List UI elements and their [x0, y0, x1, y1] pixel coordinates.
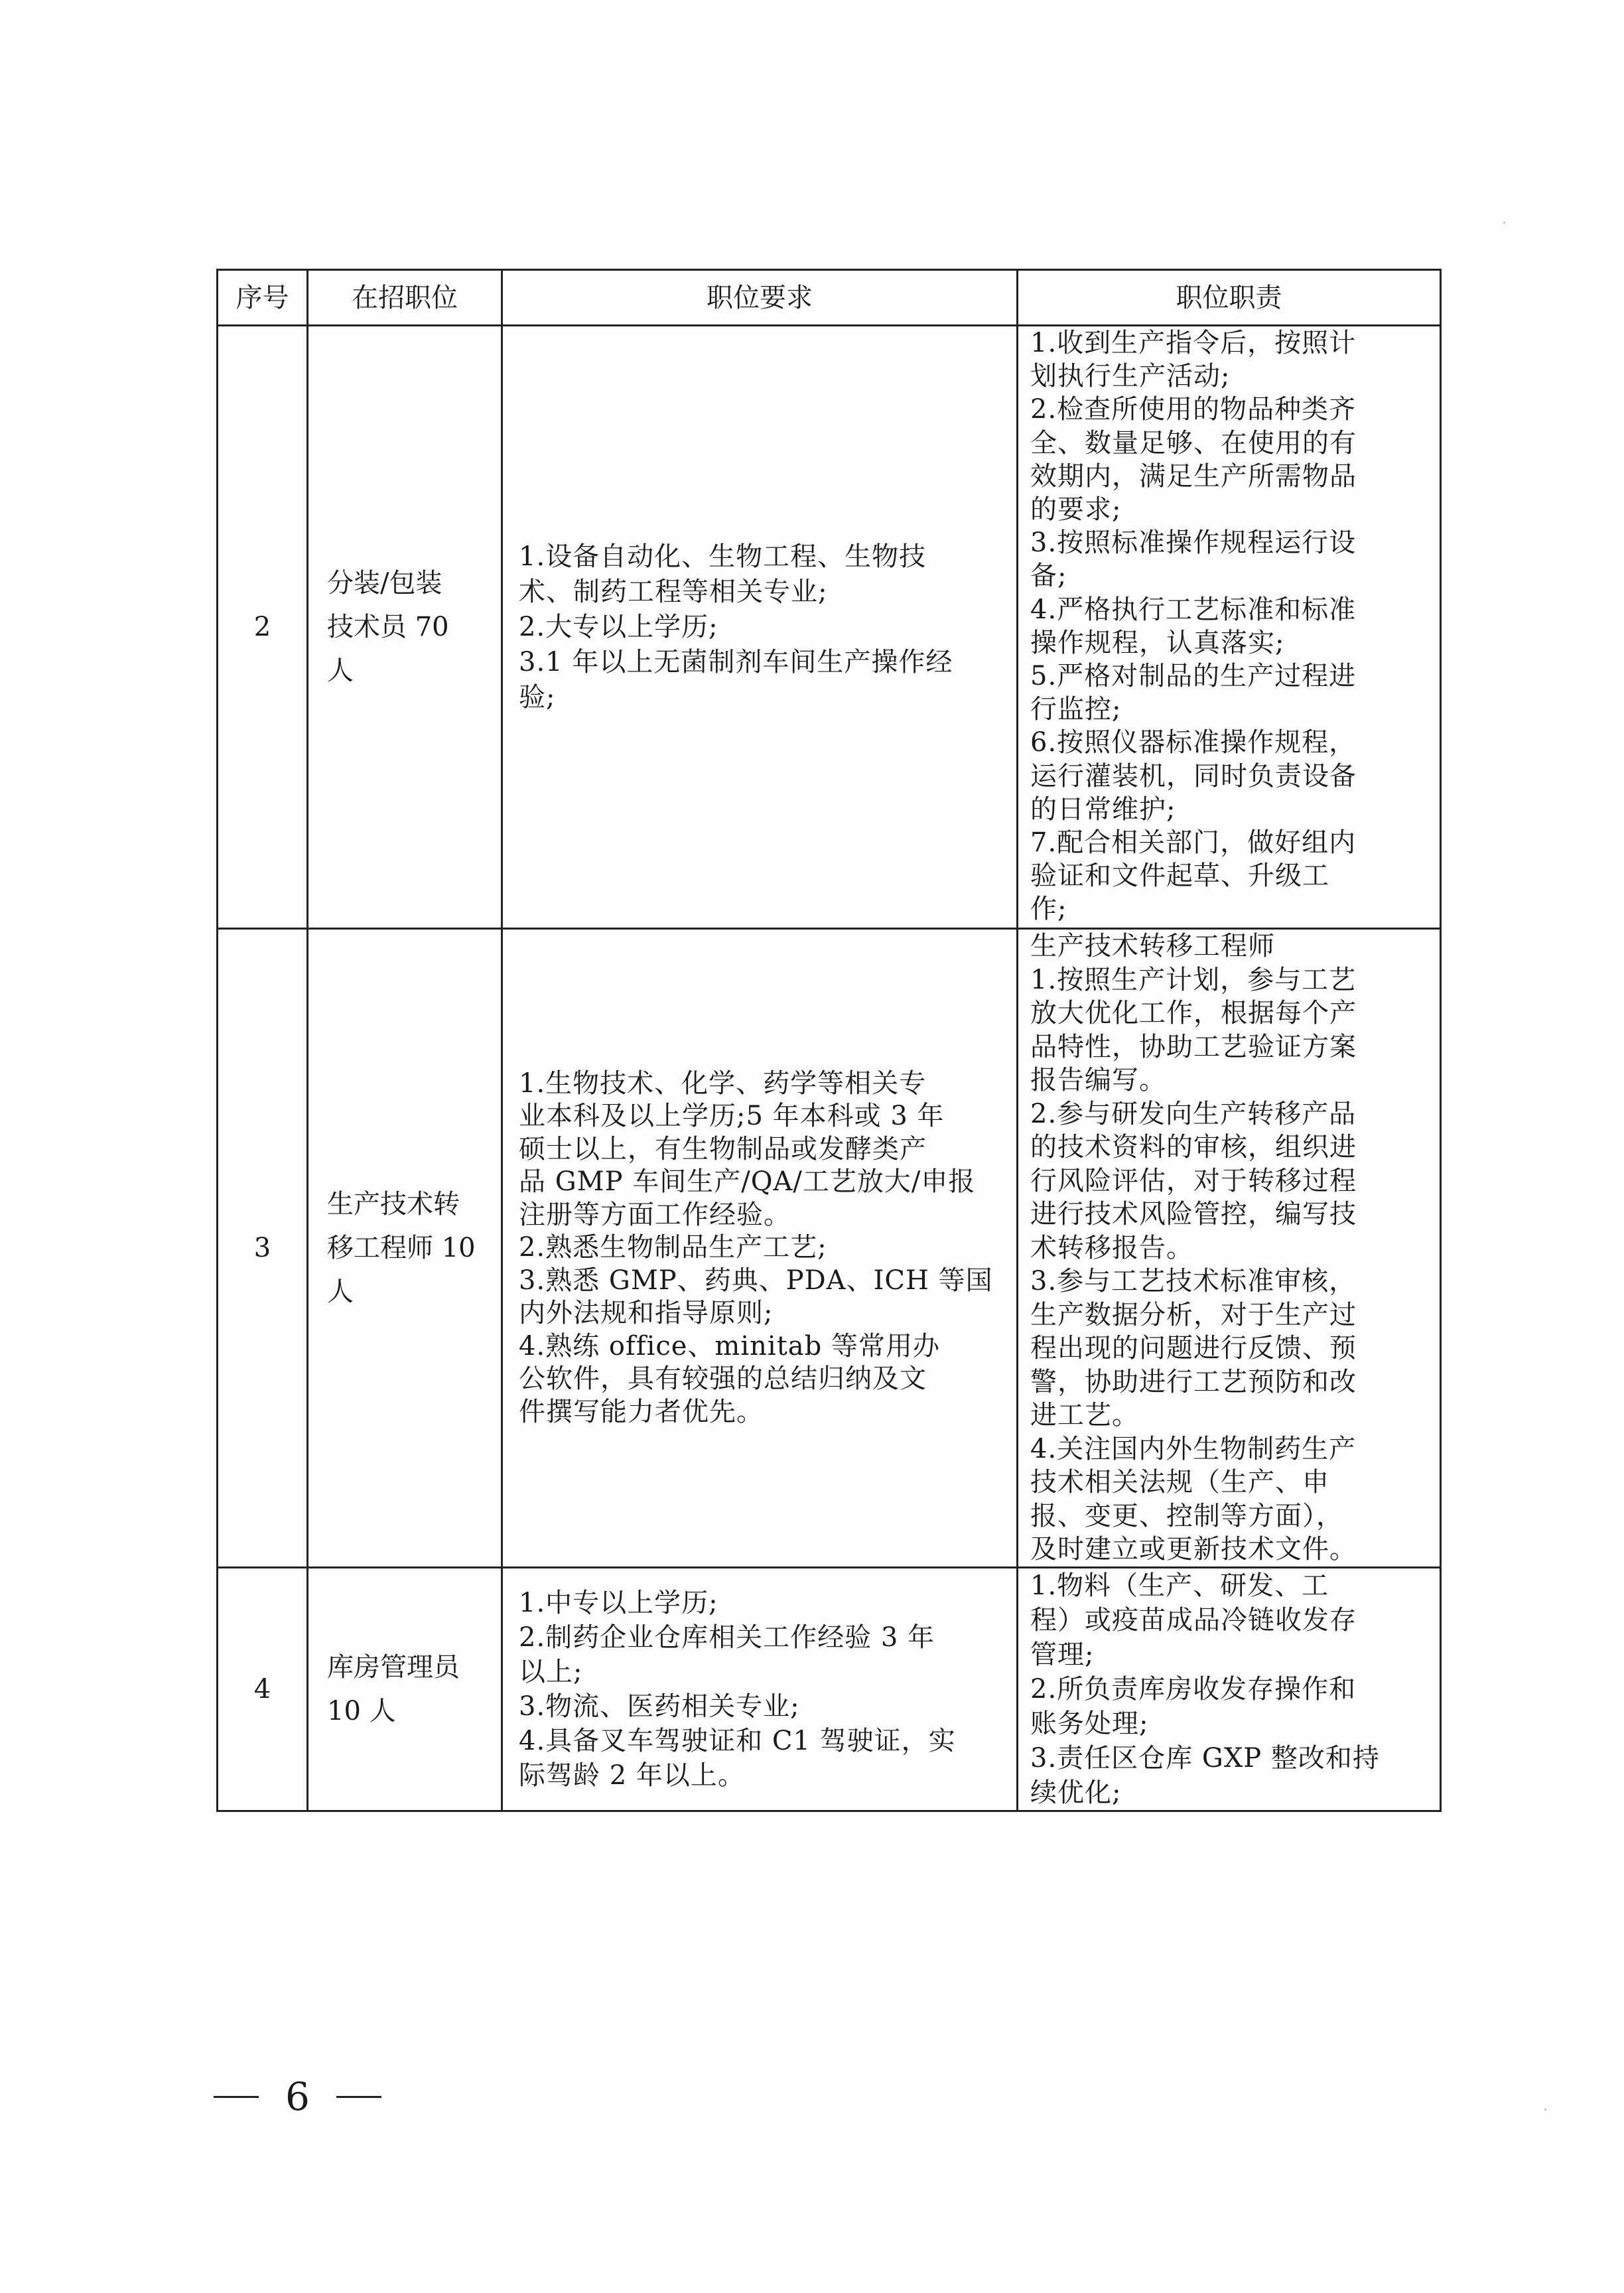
duty-line: 生产技术转移工程师	[1030, 931, 1275, 961]
duty-line: 警，协助进行工艺预防和改	[1030, 1366, 1357, 1397]
header-position: 在招职位	[308, 270, 502, 326]
requirement-line: 注册等方面工作经验。	[519, 1199, 791, 1230]
requirement-line: 硕士以上，有生物制品或发酵类产	[519, 1133, 927, 1164]
footer-dash-left	[214, 2096, 259, 2098]
duty-line: 3.责任区仓库 GXP 整改和持	[1030, 1742, 1380, 1773]
duty-line: 3.参与工艺技术标准审核，	[1030, 1266, 1357, 1296]
requirement-line: 3.熟悉 GMP、药典、PDA、ICH 等国	[519, 1265, 993, 1296]
duty-line: 行风险评估，对于转移过程	[1030, 1165, 1357, 1196]
cell-seq: 4	[218, 1567, 308, 1811]
duty-line: 进行技术风险管控，编写技	[1030, 1199, 1357, 1229]
requirement-line: 3.物流、医药相关专业;	[519, 1691, 800, 1722]
cell-seq: 3	[218, 929, 308, 1568]
duty-line: 报告编写。	[1030, 1065, 1166, 1095]
requirement-line: 1.中专以上学历;	[519, 1587, 718, 1618]
requirement-line: 4.具备叉车驾驶证和 C1 驾驶证，实	[519, 1725, 956, 1756]
duty-line: 的技术资料的审核，组织进	[1030, 1132, 1357, 1162]
duty-line: 账务处理;	[1030, 1708, 1149, 1739]
duty-line: 划执行生产活动;	[1030, 361, 1231, 392]
requirement-line: 品 GMP 车间生产/QA/工艺放大/申报	[519, 1166, 976, 1197]
duty-line: 及时建立或更新技术文件。	[1030, 1534, 1357, 1564]
cell-position	[308, 326, 502, 929]
duty-line: 1.收到生产指令后，按照计	[1030, 328, 1357, 358]
duty-line: 品特性，协助工艺验证方案	[1030, 1031, 1357, 1062]
duty-line: 全、数量足够、在使用的有	[1030, 427, 1357, 458]
header-requirements: 职位要求	[502, 270, 1018, 326]
duty-line: 行监控;	[1030, 694, 1122, 725]
page-footer	[214, 2070, 413, 2123]
requirement-line: 以上;	[519, 1656, 583, 1687]
duty-line: 运行灌装机，同时负责设备	[1030, 760, 1357, 792]
cell-duties	[1018, 326, 1441, 929]
duty-line: 作;	[1030, 894, 1067, 925]
scan-speck	[1544, 2109, 1546, 2111]
requirement-line: 2.大专以上学历;	[519, 611, 718, 642]
duty-line: 管理;	[1030, 1639, 1095, 1670]
duty-line: 2.参与研发向生产转移产品	[1030, 1098, 1357, 1129]
header-duties: 职位职责	[1018, 270, 1441, 326]
cell-duties	[1018, 929, 1441, 1568]
recruitment-table	[216, 269, 1442, 1812]
duty-line: 技术相关法规（生产、申	[1030, 1467, 1329, 1497]
table-row	[218, 1567, 1441, 1811]
duty-line: 程）或疫苗成品冷链收发存	[1030, 1604, 1357, 1635]
requirement-line: 验;	[519, 681, 556, 713]
duty-line: 放大优化工作，根据每个产	[1030, 998, 1357, 1028]
duty-line: 6.按照仪器标准操作规程，	[1030, 727, 1357, 758]
duty-line: 2.检查所使用的物品种类齐	[1030, 394, 1357, 425]
footer-dash-right	[336, 2096, 381, 2098]
cell-position	[308, 929, 502, 1568]
requirement-line: 1.设备自动化、生物工程、生物技	[519, 541, 927, 572]
table-header-row	[218, 270, 1441, 326]
duty-line: 2.所负责库房收发存操作和	[1030, 1673, 1357, 1704]
duty-line: 3.按照标准操作规程运行设	[1030, 527, 1357, 559]
header-seq: 序号	[218, 270, 308, 326]
table-row	[218, 929, 1441, 1568]
requirement-line: 公软件，具有较强的总结归纳及文	[519, 1363, 927, 1394]
duty-line: 的要求;	[1030, 494, 1122, 525]
duty-line: 4.严格执行工艺标准和标准	[1030, 594, 1357, 625]
duty-line: 1.物料（生产、研发、工	[1030, 1570, 1329, 1601]
cell-requirements	[502, 1567, 1018, 1811]
requirement-line: 2.制药企业仓库相关工作经验 3 年	[519, 1622, 935, 1653]
requirement-line: 件撰写能力者优先。	[519, 1396, 764, 1427]
requirement-line: 4.熟练 office、minitab 等常用办	[519, 1330, 940, 1361]
page-number: 6	[285, 2074, 310, 2119]
duty-line: 续优化;	[1030, 1777, 1122, 1808]
cell-requirements	[502, 326, 1018, 929]
requirement-line: 1.生物技术、化学、药学等相关专	[519, 1068, 927, 1099]
duty-line: 术转移报告。	[1030, 1232, 1193, 1263]
position-title: 生产技术转 移工程师 10 人	[327, 1188, 476, 1307]
cell-requirements	[502, 929, 1018, 1568]
cell-seq: 2	[218, 326, 308, 929]
requirement-line: 业本科及以上学历;5 年本科或 3 年	[519, 1101, 945, 1131]
position-title: 分装/包装 技术员 70 人	[327, 568, 449, 686]
duty-line: 报、变更、控制等方面），	[1030, 1500, 1343, 1531]
requirement-line: 术、制药工程等相关专业;	[519, 576, 828, 607]
cell-position	[308, 1567, 502, 1811]
duty-line: 验证和文件起草、升级工	[1030, 861, 1329, 892]
duty-line: 的日常维护;	[1030, 794, 1176, 825]
duty-line: 生产数据分析，对于生产过	[1030, 1299, 1357, 1330]
duty-line: 4.关注国内外生物制药生产	[1030, 1433, 1357, 1464]
table-row	[218, 326, 1441, 929]
cell-duties	[1018, 1567, 1441, 1811]
scan-speck	[1503, 222, 1505, 224]
position-title: 库房管理员 10 人	[327, 1651, 460, 1726]
duty-line: 程出现的问题进行反馈、预	[1030, 1333, 1357, 1363]
duty-line: 操作规程，认真落实;	[1030, 627, 1285, 658]
duty-line: 效期内，满足生产所需物品	[1030, 460, 1357, 492]
duty-line: 备;	[1030, 561, 1067, 592]
duty-line: 5.严格对制品的生产过程进	[1030, 661, 1357, 692]
duty-line: 进工艺。	[1030, 1400, 1139, 1430]
requirement-line: 2.熟悉生物制品生产工艺;	[519, 1232, 827, 1263]
requirement-line: 际驾龄 2 年以上。	[519, 1760, 745, 1791]
duty-line: 1.按照生产计划，参与工艺	[1030, 964, 1357, 995]
duty-line: 7.配合相关部门，做好组内	[1030, 827, 1357, 859]
requirement-line: 3.1 年以上无菌制剂车间生产操作经	[519, 646, 953, 677]
requirement-line: 内外法规和指导原则;	[519, 1298, 774, 1328]
